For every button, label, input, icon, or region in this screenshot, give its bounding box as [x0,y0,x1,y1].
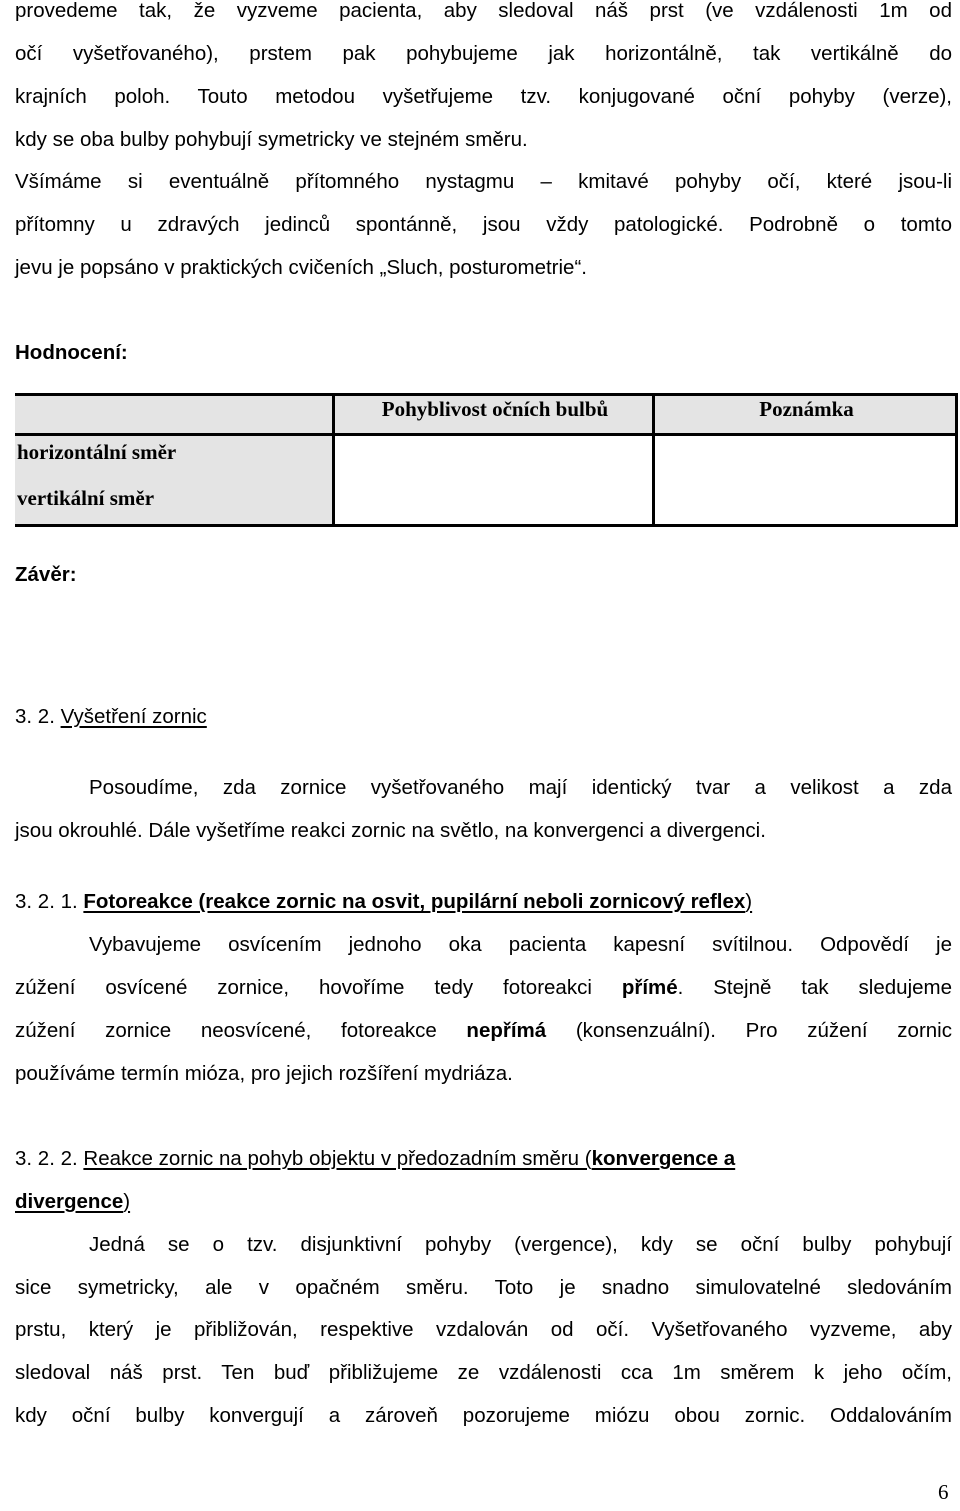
table-header-poznamka: Poznámka [759,397,854,421]
section-title-end: ) [745,890,753,913]
paragraph-line [15,966,952,1009]
section-title: Vyšetření zornic [60,705,207,728]
section-title: Fotoreakce (reakce zornic na osvit, pupilární neboli zornicový reflex [83,890,746,913]
text-run: zúžení osvícené zornice, hovoříme tedy fotoreakci [15,976,622,999]
paragraph-line: Všímáme si eventuálně přítomného nystagmu – kmitavé pohyby očí, které jsou-li [15,170,952,193]
paragraph-line: očí vyšetřovaného), prstem pak pohybujeme jak horizontálně, tak vertikálně do [15,42,952,65]
paragraph-line: jsou okrouhlé. Dále vyšetříme reakci zornic na světlo, na konvergenci a divergenci. [15,819,766,842]
table-header-pohyblivost: Pohyblivost očních bulbů [381,397,609,421]
text-run: zúžení zornice neosvícené, fotoreakce [15,1019,467,1042]
zaver-heading: Závěr: [15,563,77,586]
page-number: 6 [938,1480,949,1504]
section-3-2-2-heading [15,1137,952,1180]
table-header-cell [335,393,655,436]
paragraph-line: jevu je popsáno v praktických cvičeních „Sluch, posturometrie“. [15,256,587,279]
table-border [332,393,335,527]
paragraph-line: prstu, který je přibližován, respektive vzdalován od očí. Vyšetřovaného vyzveme, aby [15,1318,952,1341]
text-run: (konsenzuální). Pro zúžení zornic [546,1019,952,1042]
paragraph-line: provedeme tak, že vyzveme pacienta, aby sledoval náš prst (ve vzdálenosti 1m od [15,0,952,22]
table-cell-poznamka[interactable] [655,436,958,527]
section-title-end: ) [123,1190,131,1213]
evaluation-table [15,393,958,527]
paragraph-line: Vybavujeme osvícením jednoho oka pacienta kapesní svítilnou. Odpovědí je [89,933,952,956]
table-border [15,524,958,527]
emphasis-prime: přímé [621,976,678,999]
paragraph-line: Posoudíme, zda zornice vyšetřovaného mají identický tvar a velikost a zda [89,776,952,799]
text-run: . Stejně tak sledujeme [677,976,952,999]
section-number: 3. 2. [15,705,55,728]
section-title-bold: divergence [15,1190,124,1213]
emphasis-neprima: nepřímá [466,1019,547,1042]
section-number: 3. 2. 2. [15,1147,78,1170]
paragraph-line: kdy oční bulby konvergují a zároveň pozorujeme miózu obou zornic. Oddalováním [15,1404,952,1427]
table-border [15,433,958,436]
section-title: Reakce zornic na pohyb objektu v předozadním směru ( [83,1147,592,1170]
paragraph-line: sice symetricky, ale v opačném směru. Toto je snadno simulovatelné sledováním [15,1276,952,1299]
paragraph-line: sledoval náš prst. Ten buď přibližujeme ze vzdálenosti cca 1m směrem k jeho očím, [15,1361,952,1384]
section-3-2-heading [15,695,952,738]
table-border [15,393,958,396]
table-header-cell [655,393,958,436]
table-cell-pohyblivost[interactable] [335,436,655,527]
table-row-horizontalni: horizontální směr [17,440,177,464]
paragraph-line: přítomny u zdravých jedinců spontánně, jsou vždy patologické. Podrobně o tomto [15,213,952,236]
paragraph-line: krajních poloh. Touto metodou vyšetřujeme tzv. konjugované oční pohyby (verze), [15,85,952,108]
paragraph-line [15,1009,952,1052]
section-3-2-2-heading-cont [15,1180,952,1223]
section-number: 3. 2. 1. [15,890,78,913]
table-border [955,393,958,527]
paragraph-line: kdy se oba bulby pohybují symetricky ve stejném směru. [15,128,528,151]
hodnoceni-heading: Hodnocení: [15,341,128,364]
section-3-2-1-heading [15,880,952,923]
paragraph-line: Jedná se o tzv. disjunktivní pohyby (vergence), kdy se oční bulby pohybují [89,1233,952,1256]
table-row-vertikalni: vertikální směr [17,486,155,510]
paragraph-line: používáme termín mióza, pro jejich rozšíření mydriáza. [15,1062,513,1085]
section-title-bold: konvergence a [591,1147,736,1170]
table-border [652,393,655,527]
